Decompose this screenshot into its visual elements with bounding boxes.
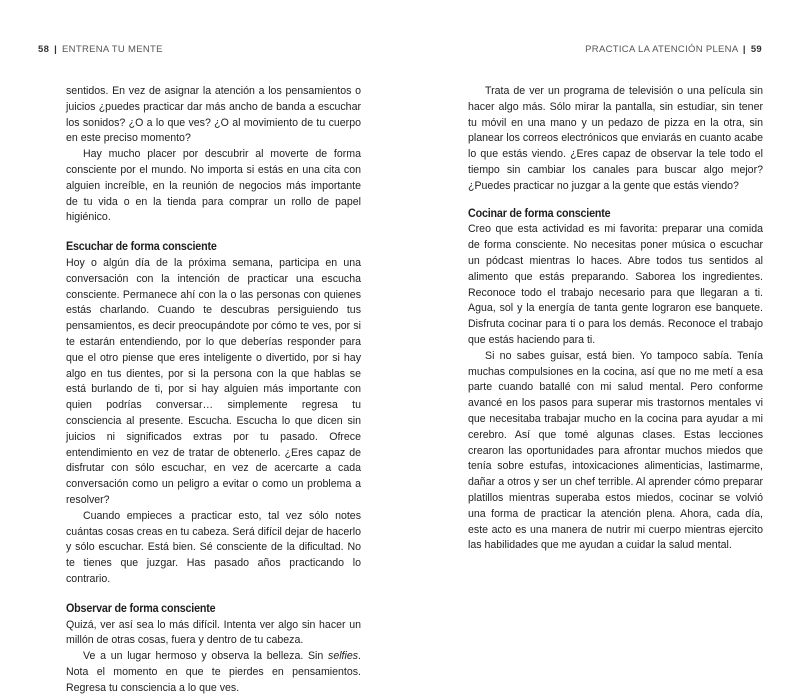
emphasis-selfies: selfies <box>328 650 359 663</box>
paragraph <box>66 649 361 696</box>
separator-bar: | <box>54 44 58 55</box>
running-head-left <box>38 44 163 55</box>
text-run: Ve a un lugar hermoso y observa la belleza. Sin <box>83 650 329 663</box>
text-run: . Nota el momento en que te pierdes en pensamientos. Regresa tu consciencia a lo que ves. <box>66 650 361 694</box>
page-number-left: 58 <box>38 44 50 55</box>
left-text-column <box>66 84 361 696</box>
paragraph: Quizá, ver así sea lo más difícil. Intenta ver algo sin hacer un millón de otras cosas, fuera y dentro de tu cabeza. <box>66 618 361 647</box>
paragraph: Cuando empieces a practicar esto, tal vez sólo notes cuántas cosas creas en tu cabeza. Será difícil dejar de hacerlo y sólo escuchar. Está bien. Sé consciente de la dificultad. No te tienes que juzgar. Has pasado años practicando lo contrario. <box>66 509 361 585</box>
paragraph: Creo que esta actividad es mi favorita: preparar una comida de forma consciente. No necesitas poner música o escuchar un pódcast mientras lo haces. Abre todos tus sentidos al alimento que estás preparando. Saborea los ingredientes. Reconoce todo el trabajo necesario para que llegaran a ti. Agua, sol y la energía de tanta gente lograron ese banquete. Disfruta cocinar para ti o para los demás. Reconoce el trabajo que estás haciendo para ti. <box>468 223 763 346</box>
running-head-title-right: PRACTICA LA ATENCIÓN PLENA <box>585 44 738 55</box>
right-text-column <box>468 84 763 554</box>
section-heading-escuchar: Escuchar de forma consciente <box>66 239 217 254</box>
running-head-title-left: ENTRENA TU MENTE <box>62 44 163 55</box>
section-heading-cocinar: Cocinar de forma consciente <box>468 205 611 220</box>
right-page <box>400 0 800 637</box>
paragraph: sentidos. En vez de asignar la atención a los pensamientos o juicios ¿puedes practicar dar más ancho de banda a escuchar los sonidos? ¿O a lo que ves? ¿O al movimiento de tu cuerpo en este preciso momento? <box>66 85 361 145</box>
paragraph: Hoy o algún día de la próxima semana, participa en una conversación con la intención de practicar una escucha consciente. Permanece ahí con la o las personas con quienes estás charlando. Cuando te descubras persiguiendo tus pensamientos, es decir preocupándote por cómo te ves, por si te estarán entendiendo, por lo que deberías responder para que el otro piense que eres inteligente o divertido, por si hay algo en tus dientes, por si la persona con la que hablas se está burlando de ti, por si hay alguien más importante con quien podrías conversar… simplemente regresa tu consciencia al presente. Escucha. Escucha lo que dicen sin juicios ni significados extras por tu pasado. Ofrece entendimiento en vez de tratar de obtenerlo. ¿Eres capaz de disfrutar con sólo escuchar, en vez de acercarte a cada conversación como un peligro a evitar o como un problema a resolver? <box>66 256 361 506</box>
running-head-right <box>585 44 762 55</box>
separator-bar: | <box>742 44 746 55</box>
paragraph: Hay mucho placer por descubrir al moverte de forma consciente por el mundo. No importa si estás en una cita con alguien increíble, en la reunión de negocios más importante de tu vida o en la tienda para comprar un rollo de papel higiénico. <box>66 148 361 224</box>
left-page <box>0 0 400 694</box>
paragraph: Si no sabes guisar, está bien. Yo tampoco sabía. Tenía muchas compulsiones en la cocina, así que no me metí a esa parte cuando batallé con mi salud mental. Pero conforme avancé en los pasos para superar mis trastornos mentales vi que necesitaba trabajar mucho en la cocina para ayudar a mi cerebro. Así que tomé algunas clases. Estas lecciones crearon las oportunidades para afrontar muchos miedos que tenía sobre estufas, intoxicaciones alimenticias, lastimarme, dañar a otros y ser un chef terrible. Al aprender cómo preparar platillos mientras superaba estos miedos, cocinar se volvió una forma de practicar la atención plena. Ahora, cada día, este acto es una manera de nutrir mi cuerpo mientras ejercito las habilidades que me ayudan a cuidar la salud mental. <box>468 349 763 552</box>
section-heading-observar: Observar de forma consciente <box>66 600 216 615</box>
page-number-right: 59 <box>750 44 762 55</box>
paragraph: Trata de ver un programa de televisión o una película sin hacer algo más. Sólo mirar la pantalla, sin estudiar, sin tener tu móvil en una mano y un pedazo de pizza en la otra, sin planear los correos electrónicos que enviarás en cuanto acabe lo que estás viendo. ¿Eres capaz de observar la tele todo el tiempo sin cambiar los canales para buscar algo mejor? ¿Puedes practicar no juzgar a la gente que estás viendo? <box>468 85 763 192</box>
